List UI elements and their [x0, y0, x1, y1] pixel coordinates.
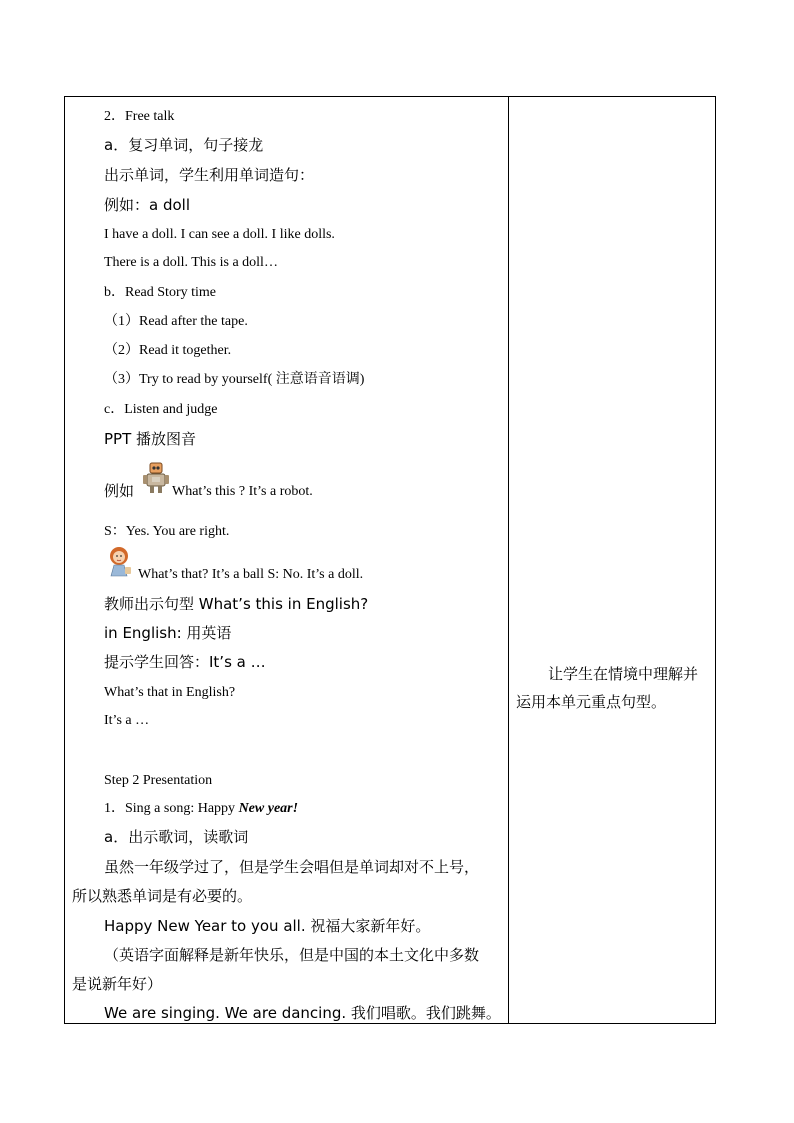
- robot-dialogue: What’s this ? It’s a robot.: [172, 484, 313, 499]
- ball-dialogue: What’s that? It’s a ball S: No. It’s a doll.: [138, 567, 364, 582]
- example-doll-line: 例如：a doll: [104, 196, 190, 214]
- teacher-pattern-line: 教师出示句型 What’s this in English?: [104, 595, 369, 613]
- literal-meaning-line-2: 是说新年好）: [72, 975, 163, 993]
- girl-illustration-icon: [106, 546, 136, 578]
- prompt-answer-line: 提示学生回答：It’s a …: [104, 653, 266, 671]
- column-divider: [508, 97, 509, 1023]
- example-prefix: 例如: [104, 482, 135, 500]
- student-reply: S：Yes. You are right.: [104, 524, 230, 539]
- listen-judge-heading: c．Listen and judge: [104, 402, 218, 417]
- ppt-line: PPT 播放图音: [104, 430, 197, 448]
- show-words-line: 出示单词，学生利用单词造句：: [104, 166, 315, 184]
- right-note-line-1: 让学生在情境中理解并: [548, 665, 699, 683]
- lyrics-line: a．出示歌词，读歌词: [104, 828, 249, 846]
- explanation-line-2: 所以熟悉单词是有必要的。: [72, 887, 253, 905]
- right-note-line-2: 运用本单元重点句型。: [516, 693, 667, 711]
- sentence-line-1: I have a doll. I can see a doll. I like dolls.: [104, 227, 335, 242]
- read-step-1: （1）Read after the tape.: [104, 314, 248, 329]
- singing-dancing-line: We are singing. We are dancing. 我们唱歌。我们跳舞。: [104, 1004, 501, 1022]
- sing-song-title: New year!: [238, 801, 299, 816]
- read-step-3: （3）Try to read by yourself( 注意语音语调): [104, 372, 365, 387]
- free-talk-heading: 2．Free talk: [104, 109, 175, 124]
- its-a-line: It’s a …: [104, 713, 150, 728]
- sing-song-prefix: 1．Sing a song: Happy: [104, 801, 239, 816]
- review-words-line: a．复习单词，句子接龙: [104, 136, 264, 154]
- step2-heading: Step 2 Presentation: [104, 773, 213, 788]
- explanation-line-1: 虽然一年级学过了，但是学生会唱但是单词却对不上号，: [104, 858, 480, 876]
- sentence-line-2: There is a doll. This is a doll…: [104, 255, 278, 270]
- robot-illustration-icon: [142, 462, 170, 494]
- happy-new-year-line: Happy New Year to you all. 祝福大家新年好。: [104, 917, 431, 935]
- read-story-heading: b．Read Story time: [104, 285, 216, 300]
- sing-song-line: [104, 800, 298, 818]
- in-english-line: in English: 用英语: [104, 624, 232, 642]
- what-that-line: What’s that in English?: [104, 685, 236, 700]
- read-step-2: （2）Read it together.: [104, 343, 232, 358]
- literal-meaning-line-1: （英语字面解释是新年快乐，但是中国的本土文化中多数: [104, 946, 480, 964]
